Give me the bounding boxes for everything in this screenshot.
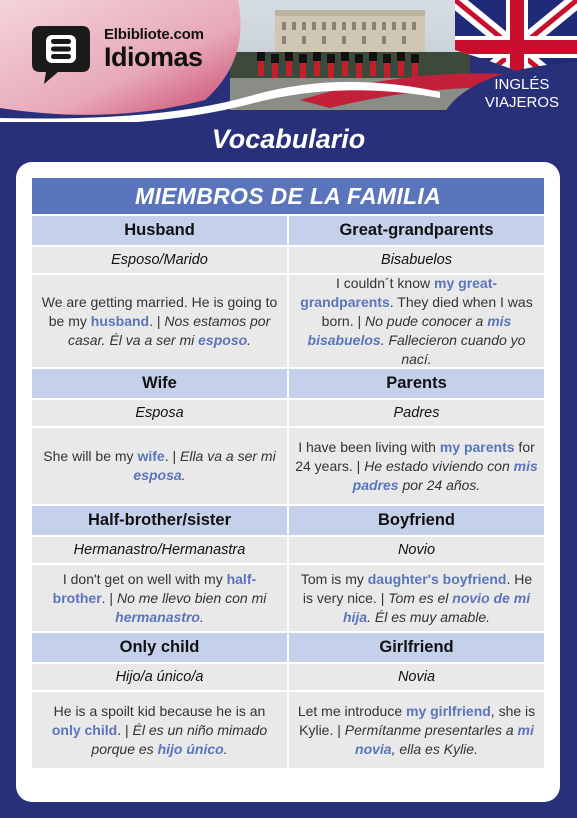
example-text [38,570,281,627]
page-title: Vocabulario [211,124,366,154]
highlighted-term: mis padres [352,457,538,493]
translation-only-child: Hijo/a único/a [32,664,287,690]
example-fragment: I have been living with [298,438,440,455]
vocabulary-card [16,162,560,802]
highlighted-term: wife [137,448,165,464]
word-girlfriend: Girlfriend [289,633,544,662]
level-tag-line-2: VIAJEROS [484,94,559,111]
example-fragment: . [247,331,252,348]
example-fragment: Ella va a ser mi [180,448,276,464]
highlighted-term: half-brother [52,570,257,606]
highlighted-term: my great-grandparents [300,274,498,310]
example-fragment: He estado viviendo con [364,457,514,474]
example-half-brother-sister [32,565,287,631]
word-only-child: Only child [32,633,287,662]
example-fragment: He is a spoilt kid because he is an [53,702,266,719]
highlighted-term: hijo único [157,740,224,757]
word-boyfriend: Boyfriend [289,506,544,535]
example-fragment: . Él es muy amable. [367,608,491,625]
highlighted-term: novio de mi hija [342,589,531,625]
highlighted-term: only child [51,721,118,738]
vocabulary-table [32,178,544,768]
translation-half-brother-sister: Hermanastro/Hermanastra [32,537,287,563]
example-fragment: We are getting married. He is going to be my [41,293,278,329]
brand-line-1: Elbibliote.com [104,26,204,43]
highlighted-term: daughter's boyfriend [367,570,507,587]
brand-logo-icon [26,20,94,86]
word-parents: Parents [289,369,544,398]
example-fragment: . | [101,589,117,606]
example-fragment: for 24 years. | [295,438,535,474]
example-great-grandparents [289,275,544,367]
example-boyfriend [289,565,544,631]
example-fragment: . He is very nice. | [302,570,533,606]
example-text [295,438,538,495]
word-husband: Husband [32,216,287,245]
highlighted-term: esposa [133,467,182,483]
example-text [295,274,538,369]
example-fragment: . [181,467,186,483]
translation-parents: Padres [289,400,544,426]
example-girlfriend [289,692,544,768]
translation-husband: Esposo/Marido [32,247,287,273]
example-fragment: Tom es el [388,589,453,606]
example-text [38,293,281,350]
example-fragment: No me llevo bien con mi [116,589,267,606]
example-fragment: , she is Kylie. | [299,702,536,738]
example-parents [289,428,544,504]
example-fragment: . | [164,448,180,464]
highlighted-term: husband [90,312,150,329]
highlighted-term: hermanastro [115,608,200,625]
example-fragment: Nos estamos por casar. Él va a ser mi [67,312,271,348]
example-text [295,702,538,759]
example-fragment: I don't get on well with my [62,570,227,587]
example-fragment: Permítanme presentarles a [344,721,518,738]
example-wife [32,428,287,504]
highlighted-term: my girlfriend [406,702,491,719]
example-fragment: , ella es Kylie. [391,740,478,757]
word-wife: Wife [32,369,287,398]
translation-wife: Esposa [32,400,287,426]
word-half-brother-sister: Half-brother/sister [32,506,287,535]
table-title: MIEMBROS DE LA FAMILIA [32,178,544,214]
example-fragment: . [223,740,228,757]
level-tag-line-1: INGLÉS [494,76,550,93]
example-text [38,702,281,759]
example-text [295,570,538,627]
brand-line-2: Idiomas [104,42,203,72]
word-great-grandparents: Great-grandparents [289,216,544,245]
example-fragment: Él es un niño mimado porque es [91,721,268,757]
translation-boyfriend: Novio [289,537,544,563]
example-fragment: . Fallecieron cuando yo nací. [380,331,526,367]
example-fragment: . | [117,721,133,738]
example-fragment: . | [149,312,165,329]
brand-name [104,26,204,71]
example-fragment: Tom is my [300,570,368,587]
example-fragment: Let me introduce [297,702,406,719]
example-fragment: I couldn´t know [335,274,435,291]
header-banner [0,0,577,122]
example-fragment: She will be my [43,448,138,464]
translation-great-grandparents: Bisabuelos [289,247,544,273]
highlighted-term: esposo [198,331,248,348]
level-tag [485,76,559,112]
example-fragment: No pude conocer a [365,312,488,329]
example-fragment: . [199,608,204,625]
translation-girlfriend: Novia [289,664,544,690]
highlighted-term: my parents [439,438,515,455]
example-only-child [32,692,287,768]
highlighted-term: mi novia [355,721,534,757]
example-fragment: por 24 años. [398,476,481,493]
example-fragment: . They died when I was born. | [321,293,533,329]
example-husband [32,275,287,367]
example-text [38,447,281,485]
highlighted-term: mis bisabuelos [307,312,512,348]
